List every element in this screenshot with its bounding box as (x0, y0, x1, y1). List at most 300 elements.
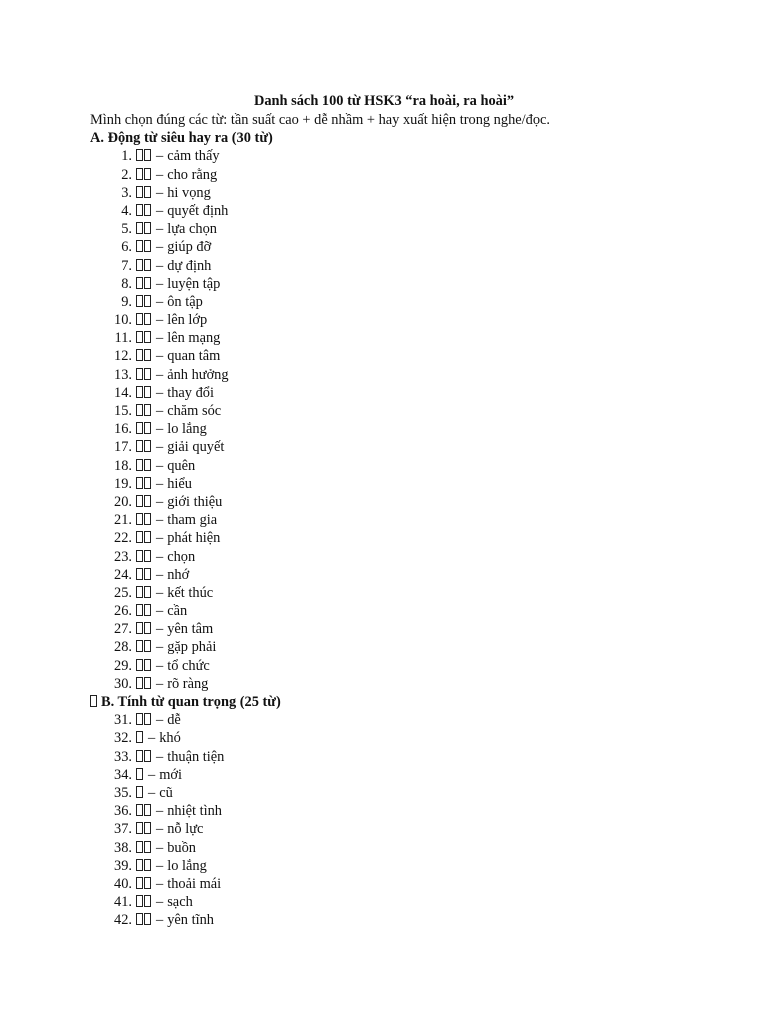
item-number: 30. (114, 675, 132, 692)
missing-glyph-icon (144, 277, 151, 289)
separator-dash: – (156, 839, 164, 856)
separator-dash: – (156, 312, 164, 329)
hanzi-missing-glyphs (136, 220, 152, 238)
section-heading (0, 693, 768, 711)
item-number: 35. (114, 784, 132, 801)
missing-glyph-icon (144, 259, 151, 271)
missing-glyph-icon (136, 404, 143, 416)
missing-glyph-icon (136, 622, 143, 634)
hanzi-missing-glyphs (136, 857, 152, 875)
item-number: 26. (114, 603, 132, 620)
separator-dash: – (156, 475, 164, 492)
item-number: 7. (121, 257, 132, 274)
item-number: 22. (114, 530, 132, 547)
missing-glyph-icon (136, 640, 143, 652)
list-item (0, 402, 768, 420)
hanzi-missing-glyphs (136, 766, 144, 784)
item-meaning: buồn (167, 839, 196, 856)
list-item (0, 657, 768, 675)
item-number: 20. (114, 493, 132, 510)
separator-dash: – (156, 457, 164, 474)
hanzi-missing-glyphs (136, 802, 152, 820)
item-meaning: yên tâm (167, 621, 214, 638)
item-meaning: cảm thấy (167, 148, 220, 165)
missing-glyph-icon (136, 786, 143, 798)
item-meaning: giúp đỡ (167, 239, 212, 256)
missing-glyph-icon (144, 822, 151, 834)
item-number: 2. (121, 166, 132, 183)
list-item (0, 711, 768, 729)
list-item (0, 311, 768, 329)
item-meaning: nỗ lực (167, 821, 204, 838)
item-number: 11. (114, 330, 132, 347)
item-number: 25. (114, 584, 132, 601)
hanzi-missing-glyphs (136, 366, 152, 384)
missing-glyph-icon (136, 368, 143, 380)
item-meaning: phát hiện (167, 530, 221, 547)
separator-dash: – (156, 530, 164, 547)
list-item (0, 220, 768, 238)
separator-dash: – (156, 748, 164, 765)
item-meaning: hiểu (167, 475, 192, 492)
missing-glyph-icon (136, 277, 143, 289)
missing-glyph-icon (136, 313, 143, 325)
missing-glyph-icon (136, 731, 143, 743)
item-meaning: thuận tiện (167, 748, 225, 765)
separator-dash: – (156, 584, 164, 601)
separator-dash: – (156, 202, 164, 219)
missing-glyph-icon (136, 349, 143, 361)
missing-glyph-icon (144, 386, 151, 398)
item-meaning: nhiệt tình (167, 803, 222, 820)
hanzi-missing-glyphs (136, 329, 152, 347)
item-meaning: lo lắng (167, 857, 207, 874)
hanzi-missing-glyphs (136, 147, 152, 165)
hanzi-missing-glyphs (136, 438, 152, 456)
hanzi-missing-glyphs (136, 184, 152, 202)
item-number: 24. (114, 566, 132, 583)
sections-container (0, 129, 768, 929)
missing-glyph-icon (136, 713, 143, 725)
hanzi-missing-glyphs (136, 820, 152, 838)
item-number: 5. (121, 221, 132, 238)
item-number: 27. (114, 621, 132, 638)
separator-dash: – (156, 803, 164, 820)
missing-glyph-icon (144, 295, 151, 307)
separator-dash: – (156, 512, 164, 529)
missing-glyph-icon (136, 240, 143, 252)
item-number: 29. (114, 657, 132, 674)
hanzi-missing-glyphs (136, 238, 152, 256)
list-item (0, 420, 768, 438)
list-item (0, 548, 768, 566)
item-meaning: ảnh hưởng (167, 366, 229, 383)
separator-dash: – (156, 493, 164, 510)
separator-dash: – (156, 857, 164, 874)
missing-glyph-icon (136, 495, 143, 507)
list-item (0, 802, 768, 820)
missing-glyph-icon (144, 495, 151, 507)
separator-dash: – (156, 639, 164, 656)
item-number: 23. (114, 548, 132, 565)
hanzi-missing-glyphs (136, 602, 152, 620)
item-number: 38. (114, 839, 132, 856)
separator-dash: – (156, 675, 164, 692)
hanzi-missing-glyphs (136, 402, 152, 420)
list-item (0, 839, 768, 857)
item-meaning: cần (167, 603, 188, 620)
missing-glyph-icon (144, 459, 151, 471)
hanzi-missing-glyphs (136, 420, 152, 438)
item-meaning: tham gia (167, 512, 218, 529)
missing-glyph-icon (136, 550, 143, 562)
hanzi-missing-glyphs (136, 784, 144, 802)
missing-glyph-icon (144, 477, 151, 489)
item-number: 37. (114, 821, 132, 838)
hanzi-missing-glyphs (136, 675, 152, 693)
hanzi-missing-glyphs (136, 384, 152, 402)
missing-glyph-icon (136, 386, 143, 398)
item-meaning: khó (159, 730, 181, 747)
item-meaning: lo lắng (167, 421, 207, 438)
missing-glyph-icon (136, 459, 143, 471)
missing-glyph-icon (136, 677, 143, 689)
item-meaning: rõ ràng (167, 675, 209, 692)
item-meaning: ôn tập (167, 293, 203, 310)
item-meaning: nhớ (167, 566, 190, 583)
missing-glyph-icon (136, 222, 143, 234)
missing-glyph-icon (136, 822, 143, 834)
item-number: 13. (114, 366, 132, 383)
separator-dash: – (148, 784, 156, 801)
separator-dash: – (156, 403, 164, 419)
separator-dash: – (156, 821, 164, 838)
item-meaning: thoải mái (167, 875, 222, 892)
separator-dash: – (156, 439, 164, 456)
item-meaning: gặp phải (167, 639, 217, 656)
missing-glyph-icon (136, 149, 143, 161)
item-meaning: quyết định (167, 202, 229, 219)
separator-dash: – (156, 712, 164, 729)
missing-glyph-icon (136, 531, 143, 543)
item-number: 39. (114, 857, 132, 874)
item-number: 10. (114, 312, 132, 329)
missing-glyph-icon (144, 550, 151, 562)
missing-glyph-icon (90, 695, 97, 707)
item-number: 12. (114, 348, 132, 365)
missing-glyph-icon (144, 368, 151, 380)
list-item (0, 329, 768, 347)
item-number: 32. (114, 730, 132, 747)
hanzi-missing-glyphs (136, 493, 152, 511)
missing-glyph-icon (144, 586, 151, 598)
missing-glyph-icon (144, 604, 151, 616)
section-heading-text: A. Động từ siêu hay ra (30 từ) (90, 130, 273, 147)
item-number: 28. (114, 639, 132, 656)
list-item (0, 875, 768, 893)
separator-dash: – (156, 184, 164, 201)
list-item (0, 184, 768, 202)
word-list (0, 711, 768, 929)
missing-glyph-icon (144, 640, 151, 652)
hanzi-missing-glyphs (136, 657, 152, 675)
item-number: 3. (121, 184, 132, 201)
missing-glyph-icon (136, 259, 143, 271)
item-number: 33. (114, 748, 132, 765)
list-item (0, 275, 768, 293)
hanzi-missing-glyphs (136, 638, 152, 656)
separator-dash: – (148, 766, 156, 783)
hanzi-missing-glyphs (136, 202, 152, 220)
list-item (0, 566, 768, 584)
missing-glyph-icon (136, 841, 143, 853)
item-meaning: cho rằng (167, 166, 218, 183)
missing-glyph-icon (136, 877, 143, 889)
list-item (0, 493, 768, 511)
item-meaning: kết thúc (167, 584, 214, 601)
document-page (0, 92, 768, 929)
separator-dash: – (156, 548, 164, 565)
list-item (0, 347, 768, 365)
list-item (0, 457, 768, 475)
item-meaning: dự định (167, 257, 212, 274)
hanzi-missing-glyphs (136, 620, 152, 638)
hanzi-missing-glyphs (136, 748, 152, 766)
hanzi-missing-glyphs (136, 347, 152, 365)
separator-dash: – (156, 875, 164, 892)
hanzi-missing-glyphs (136, 275, 152, 293)
missing-glyph-icon (136, 331, 143, 343)
missing-glyph-icon (144, 440, 151, 452)
hanzi-missing-glyphs (136, 729, 144, 747)
missing-glyph-icon (136, 750, 143, 762)
missing-glyph-icon (144, 513, 151, 525)
hanzi-missing-glyphs (136, 548, 152, 566)
missing-glyph-icon (136, 568, 143, 580)
list-item (0, 584, 768, 602)
hanzi-missing-glyphs (136, 293, 152, 311)
list-item (0, 857, 768, 875)
missing-glyph-icon (136, 604, 143, 616)
item-meaning: cũ (159, 784, 173, 801)
hanzi-missing-glyphs (136, 166, 152, 184)
item-number: 19. (114, 475, 132, 492)
item-meaning: dễ (167, 712, 181, 729)
item-meaning: thay đổi (167, 384, 214, 401)
missing-glyph-icon (144, 750, 151, 762)
missing-glyph-icon (136, 804, 143, 816)
item-meaning: lựa chọn (167, 221, 217, 238)
separator-dash: – (156, 348, 164, 365)
item-number: 8. (121, 275, 132, 292)
item-meaning: tổ chức (167, 657, 210, 674)
item-meaning: mới (159, 766, 183, 783)
hanzi-missing-glyphs (136, 711, 152, 729)
missing-glyph-icon (136, 204, 143, 216)
list-item (0, 638, 768, 656)
list-item (0, 620, 768, 638)
list-item (0, 166, 768, 184)
hanzi-missing-glyphs (136, 839, 152, 857)
missing-glyph-icon (144, 240, 151, 252)
item-number: 17. (114, 439, 132, 456)
list-item (0, 257, 768, 275)
missing-glyph-icon (144, 222, 151, 234)
list-item (0, 202, 768, 220)
list-item (0, 893, 768, 911)
missing-glyph-icon (144, 659, 151, 671)
missing-glyph-icon (144, 713, 151, 725)
item-meaning: sạch (167, 894, 193, 911)
missing-glyph-icon (144, 568, 151, 580)
separator-dash: – (156, 384, 164, 401)
item-number: 15. (114, 403, 132, 419)
separator-dash: – (156, 566, 164, 583)
separator-dash: – (156, 912, 164, 929)
list-item (0, 748, 768, 766)
missing-glyph-icon (144, 168, 151, 180)
missing-glyph-icon (136, 422, 143, 434)
missing-glyph-icon (144, 622, 151, 634)
item-number: 14. (114, 384, 132, 401)
hanzi-missing-glyphs (136, 475, 152, 493)
section-heading-text: B. Tính từ quan trọng (25 từ) (101, 694, 281, 710)
list-item (0, 511, 768, 529)
hanzi-missing-glyphs (136, 529, 152, 547)
missing-glyph-icon (136, 659, 143, 671)
separator-dash: – (156, 894, 164, 911)
item-meaning: quan tâm (167, 348, 221, 365)
separator-dash: – (156, 166, 164, 183)
missing-glyph-icon (144, 895, 151, 907)
list-item (0, 820, 768, 838)
list-item (0, 729, 768, 747)
separator-dash: – (148, 730, 156, 747)
missing-glyph-icon (144, 877, 151, 889)
list-item (0, 384, 768, 402)
item-number: 36. (114, 803, 132, 820)
list-item (0, 147, 768, 165)
missing-glyph-icon (144, 404, 151, 416)
item-meaning: chọn (167, 548, 196, 565)
missing-glyph-icon (144, 422, 151, 434)
separator-dash: – (156, 421, 164, 438)
item-number: 16. (114, 421, 132, 438)
hanzi-missing-glyphs (136, 511, 152, 529)
missing-glyph-icon (144, 186, 151, 198)
missing-glyph-icon (144, 531, 151, 543)
list-item (0, 438, 768, 456)
item-number: 18. (114, 457, 132, 474)
separator-dash: – (156, 239, 164, 256)
separator-dash: – (156, 275, 164, 292)
missing-glyph-icon (136, 586, 143, 598)
intro-text: Mình chọn đúng các từ: tần suất cao + dễ nhầm + hay xuất hiện trong nghe/đọc. (90, 112, 551, 128)
item-meaning: giải quyết (167, 439, 225, 456)
missing-glyph-icon (144, 804, 151, 816)
item-meaning: luyện tập (167, 275, 221, 292)
item-number: 31. (114, 712, 132, 729)
list-item (0, 475, 768, 493)
item-meaning: hi vọng (167, 184, 211, 201)
document-title: Danh sách 100 từ HSK3 “ra hoài, ra hoài” (253, 93, 515, 109)
item-meaning: chăm sóc (167, 403, 222, 419)
separator-dash: – (156, 293, 164, 310)
item-meaning: lên mạng (167, 330, 221, 347)
hanzi-missing-glyphs (136, 584, 152, 602)
missing-glyph-icon (144, 313, 151, 325)
separator-dash: – (156, 257, 164, 274)
hanzi-missing-glyphs (136, 893, 152, 911)
item-number: 42. (114, 912, 132, 929)
list-item (0, 529, 768, 547)
item-meaning: giới thiệu (167, 493, 223, 510)
missing-glyph-icon (144, 859, 151, 871)
list-item (0, 602, 768, 620)
item-number: 1. (121, 148, 132, 165)
separator-dash: – (156, 657, 164, 674)
missing-glyph-icon (136, 168, 143, 180)
missing-glyph-icon (136, 513, 143, 525)
list-item (0, 238, 768, 256)
missing-glyph-icon (144, 149, 151, 161)
missing-glyph-icon (144, 349, 151, 361)
item-number: 41. (114, 894, 132, 911)
missing-glyph-icon (136, 768, 143, 780)
hanzi-missing-glyphs (136, 257, 152, 275)
item-number: 9. (121, 293, 132, 310)
missing-glyph-icon (136, 895, 143, 907)
item-meaning: quên (167, 457, 196, 474)
item-number: 40. (114, 875, 132, 892)
item-number: 6. (121, 239, 132, 256)
list-item (0, 293, 768, 311)
separator-dash: – (156, 330, 164, 347)
missing-glyph-icon (144, 913, 151, 925)
missing-glyph-icon (136, 440, 143, 452)
list-item (0, 675, 768, 693)
separator-dash: – (156, 603, 164, 620)
hanzi-missing-glyphs (136, 875, 152, 893)
item-number: 34. (114, 766, 132, 783)
item-meaning: lên lớp (167, 312, 208, 329)
missing-glyph-icon (144, 331, 151, 343)
missing-glyph-icon (144, 841, 151, 853)
separator-dash: – (156, 221, 164, 238)
separator-dash: – (156, 366, 164, 383)
separator-dash: – (156, 621, 164, 638)
missing-glyph-icon (136, 859, 143, 871)
missing-glyph-icon (136, 913, 143, 925)
item-meaning: yên tĩnh (167, 912, 214, 929)
missing-glyph-icon (136, 295, 143, 307)
list-item (0, 784, 768, 802)
hanzi-missing-glyphs (136, 911, 152, 929)
hanzi-missing-glyphs (136, 457, 152, 475)
missing-glyph-icon (144, 677, 151, 689)
missing-glyph-icon (144, 204, 151, 216)
word-list (0, 147, 768, 693)
hanzi-missing-glyphs (136, 566, 152, 584)
missing-glyph-icon (136, 186, 143, 198)
item-number: 4. (121, 202, 132, 219)
list-item (0, 911, 768, 929)
missing-glyph-icon (136, 477, 143, 489)
list-item (0, 366, 768, 384)
section-heading (0, 129, 768, 147)
list-item (0, 766, 768, 784)
item-number: 21. (114, 512, 132, 529)
